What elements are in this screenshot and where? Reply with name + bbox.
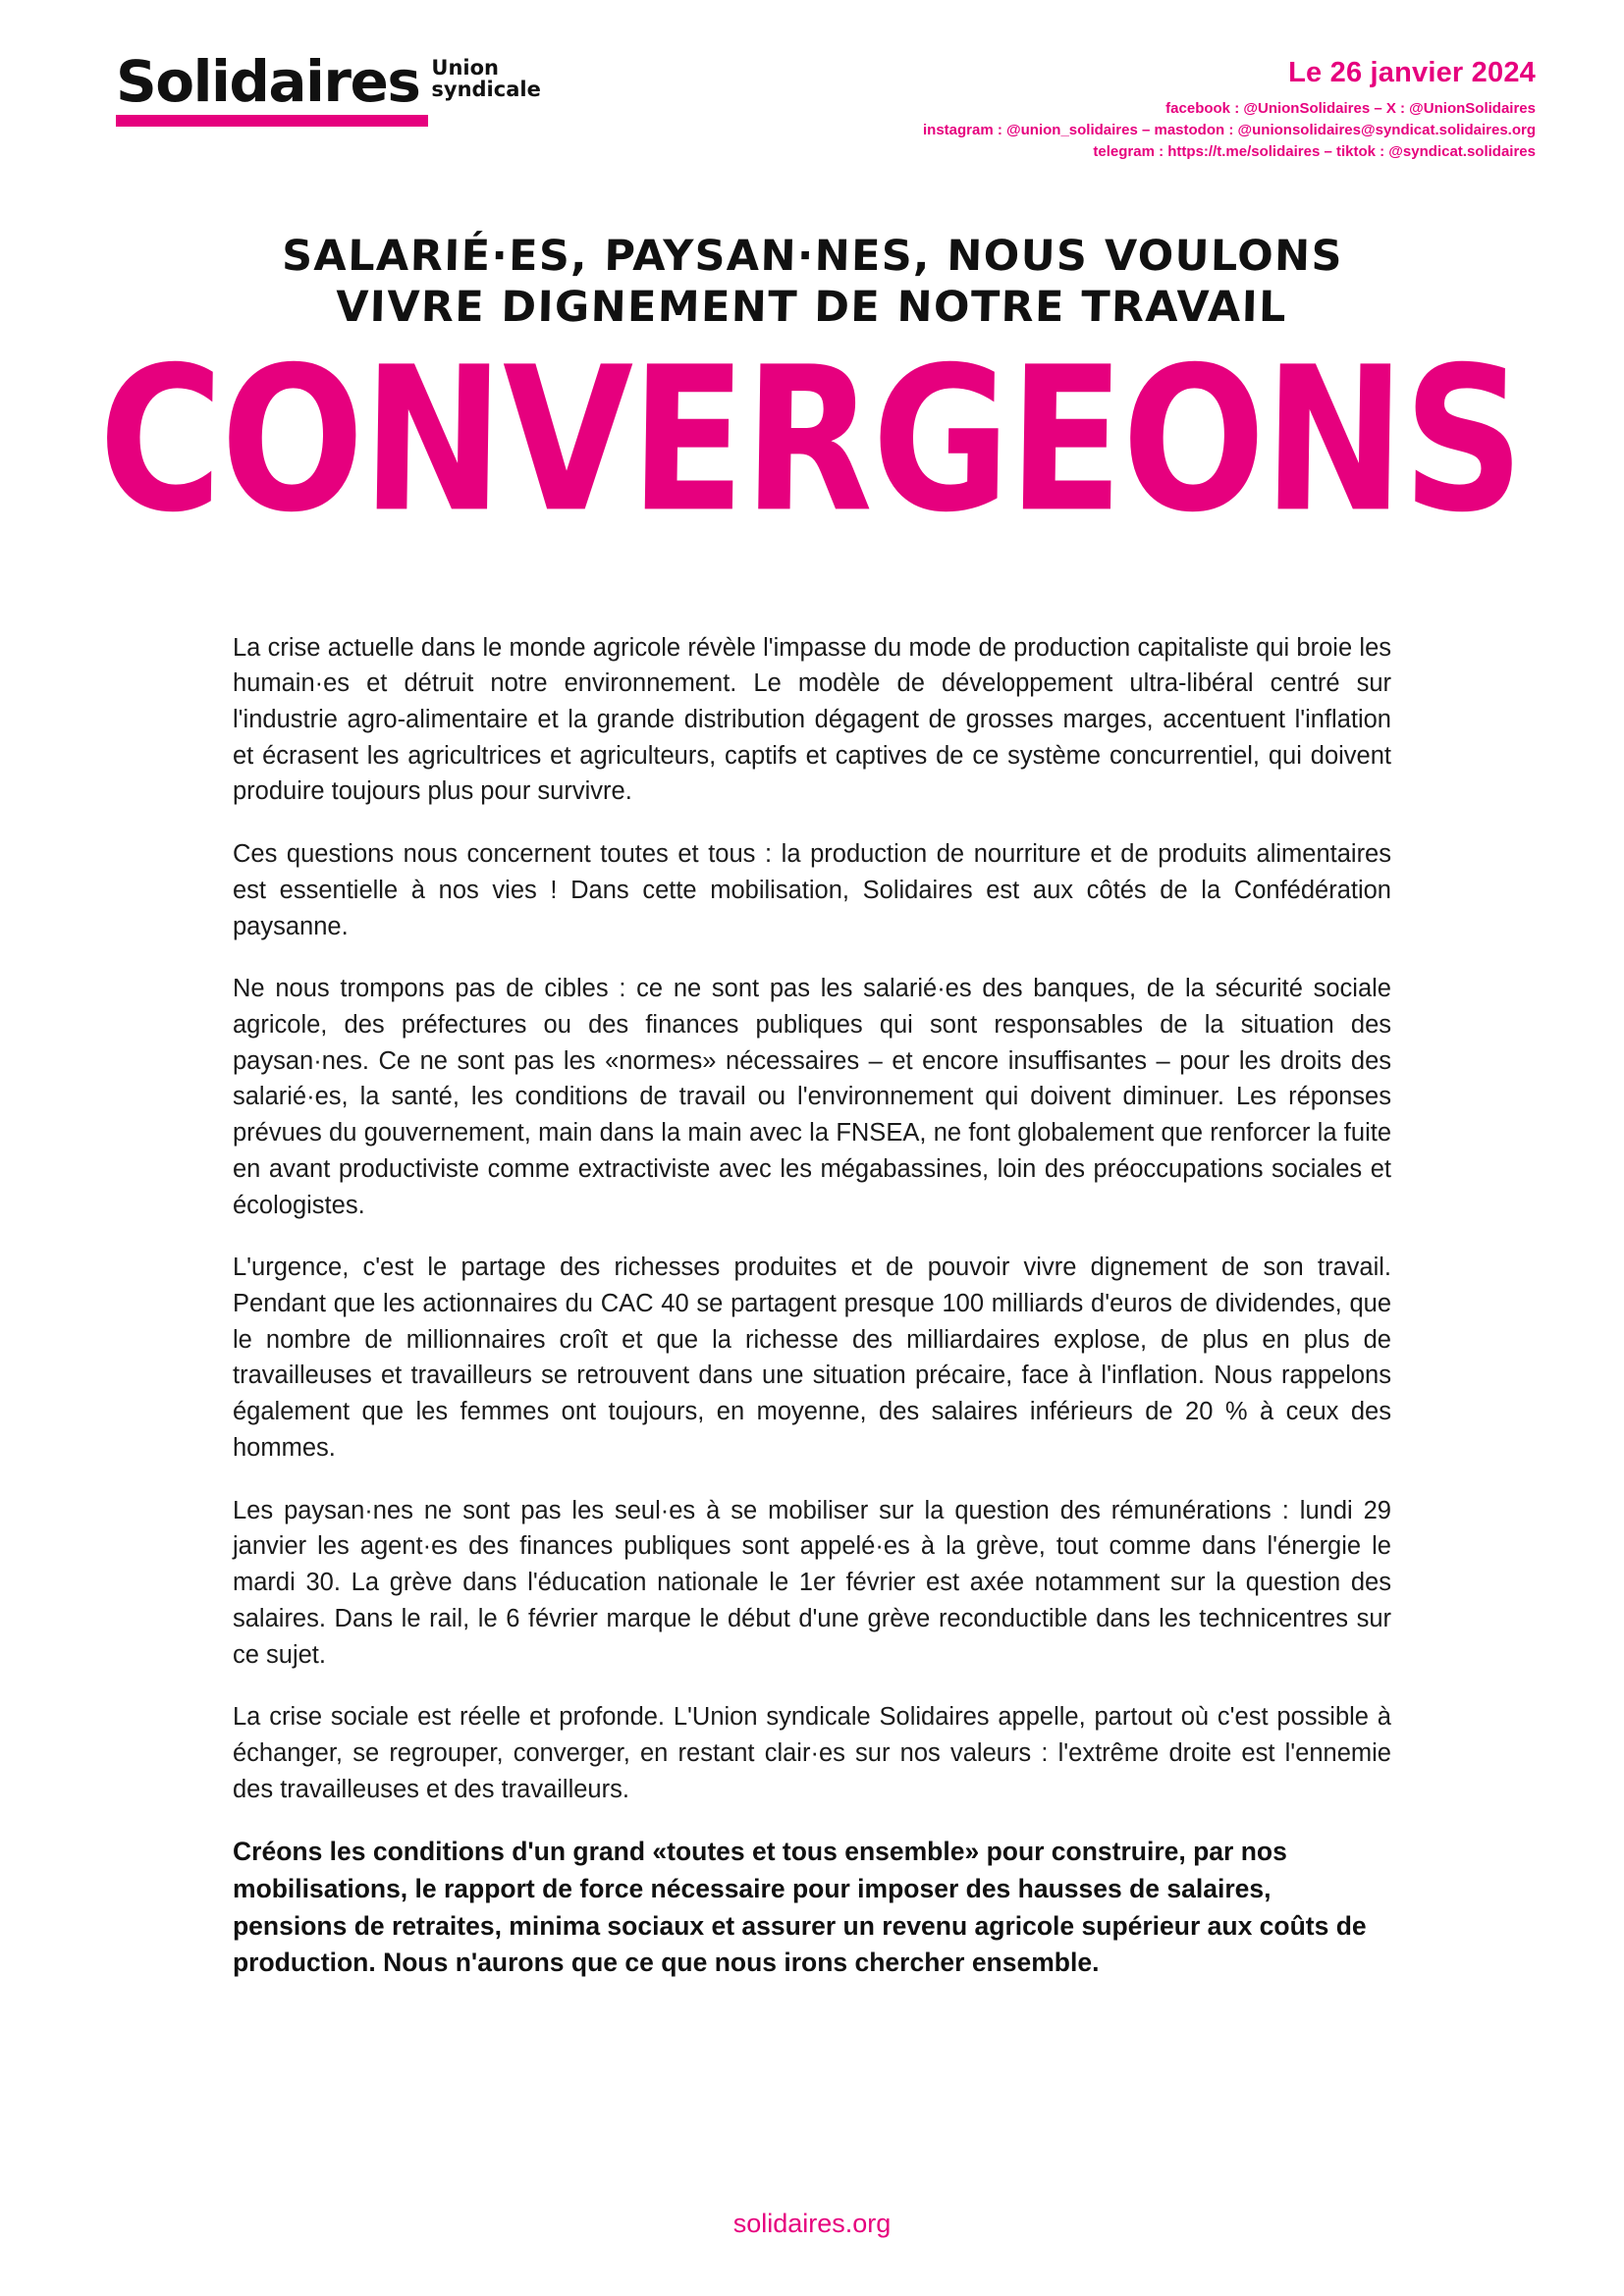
body-paragraph-2: Ces questions nous concernent toutes et tous : la production de nourriture et de produits alimentaires est essentielle à nos vies ! Dans cette mobilisation, Solidaires est aux côtés de la Confédération paysanne. (233, 840, 1391, 940)
kicker-line-1: SALARIÉ·ES, PAYSAN·NES, NOUS VOULONS (281, 232, 1344, 282)
body-paragraph-4: L'urgence, c'est le partage des richesses produites et de pouvoir vivre dignement de son travail. Pendant que les actionnaires du CAC 40 se partagent presque 100 milliards d'euros de dividendes, que le nombre de millionnaires croît et que la richesse des milliardaires explose, de plus en plus de travailleuses et travailleurs se retrouvent dans une situation précaire, face à l'inflation. Nous rappelons également que les femmes ont toujours, en moyenne, des salaires inférieurs de 20 % à ceux des hommes. (233, 1254, 1391, 1462)
body-paragraph-1: La crise actuelle dans le monde agricole révèle l'impasse du mode de production capitaliste qui broie les humain·es et détruit notre environnement. Le modèle de développement ultra-libéral centré sur l'industrie agro-alimentaire et la grande distribution dégagent de grosses marges, accentuent l'inflation et écrasent les agricultrices et agriculteurs, captifs et captives de ce système concurrentiel, qui doivent produire toujours plus pour survivre. (233, 633, 1391, 806)
logo-union-line2: syndicale (431, 77, 541, 101)
poster-kicker (0, 231, 1624, 334)
document-footer (0, 2209, 1624, 2239)
document-header (0, 0, 1624, 162)
logo-name: Solidaires (116, 48, 420, 115)
logo-union-line1: Union (431, 56, 499, 80)
publication-date: Le 26 janvier 2024 (1288, 57, 1536, 88)
body-text (233, 630, 1391, 1982)
body-closing-statement: Créons les conditions d'un grand «toutes et tous ensemble» pour construire, par nos mobilisations, le rapport de force nécessaire pour imposer des hausses de salaires, pensions de retraites, minima sociaux et assurer un revenu agricole supérieur aux coûts de production. Nous n'aurons que ce que nous irons chercher ensemble. (233, 1837, 1367, 1978)
website-link[interactable]: solidaires.org (732, 2209, 892, 2238)
body-paragraph-5: Les paysan·nes ne sont pas les seul·es à se mobiliser sur la question des rémunérations : lundi 29 janvier les agent·es des finances publiques sont appelé·es à la grève, tout comme dans l'énergie le mardi 30. La grève dans l'éducation nationale le 1er février est axée notamment sur la question des salaires. Dans le rail, le 6 février marque le début d'une grève reconductible dans les technicentres sur ce sujet. (233, 1496, 1391, 1669)
poster-headline: CONVERGEONS (96, 323, 1525, 557)
social-line-facebook-x: facebook : @UnionSolidaires – X : @UnionSolidaires (1165, 100, 1536, 117)
social-line-telegram-tiktok: telegram : https://t.me/solidaires – tiktok : @syndicat.solidaires (1093, 142, 1536, 160)
logo-wordmark (116, 48, 541, 127)
logo-underline-bar (116, 115, 428, 127)
logo-top-row (116, 48, 541, 115)
kicker-line-2: VIVRE DIGNEMENT DE NOTRE TRAVAIL (335, 283, 1288, 333)
logo-union-syndicale (431, 58, 540, 100)
header-contact-block (923, 55, 1536, 162)
body-paragraph-6: La crise sociale est réelle et profonde. L'Union syndicale Solidaires appelle, partout où c'est possible à échanger, se regrouper, converger, en restant clair·es sur nos valeurs : l'extrême droite est l'ennemie des travailleuses et des travailleurs. (233, 1703, 1391, 1803)
body-paragraph-3: Ne nous trompons pas de cibles : ce ne sont pas les salarié·es des banques, de la sécurité sociale agricole, des préfectures ou des finances publiques qui sont responsables de la situation des paysan·nes. Ce ne sont pas les «normes» nécessaires – et encore insuffisantes – pour les droits des salarié·es, la santé, les conditions de travail ou l'environnement qui doivent diminuer. Les réponses prévues du gouvernement, main dans la main avec la FNSEA, ne font globalement que renforcer la fuite en avant productiviste comme extractiviste avec les mégabassines, loin des préoccupations sociales et écologistes. (233, 975, 1391, 1219)
solidaires-logo (116, 48, 541, 127)
social-line-instagram-mastodon: instagram : @union_solidaires – mastodon : @unionsolidaires@syndicat.solidaires.org (922, 121, 1536, 138)
